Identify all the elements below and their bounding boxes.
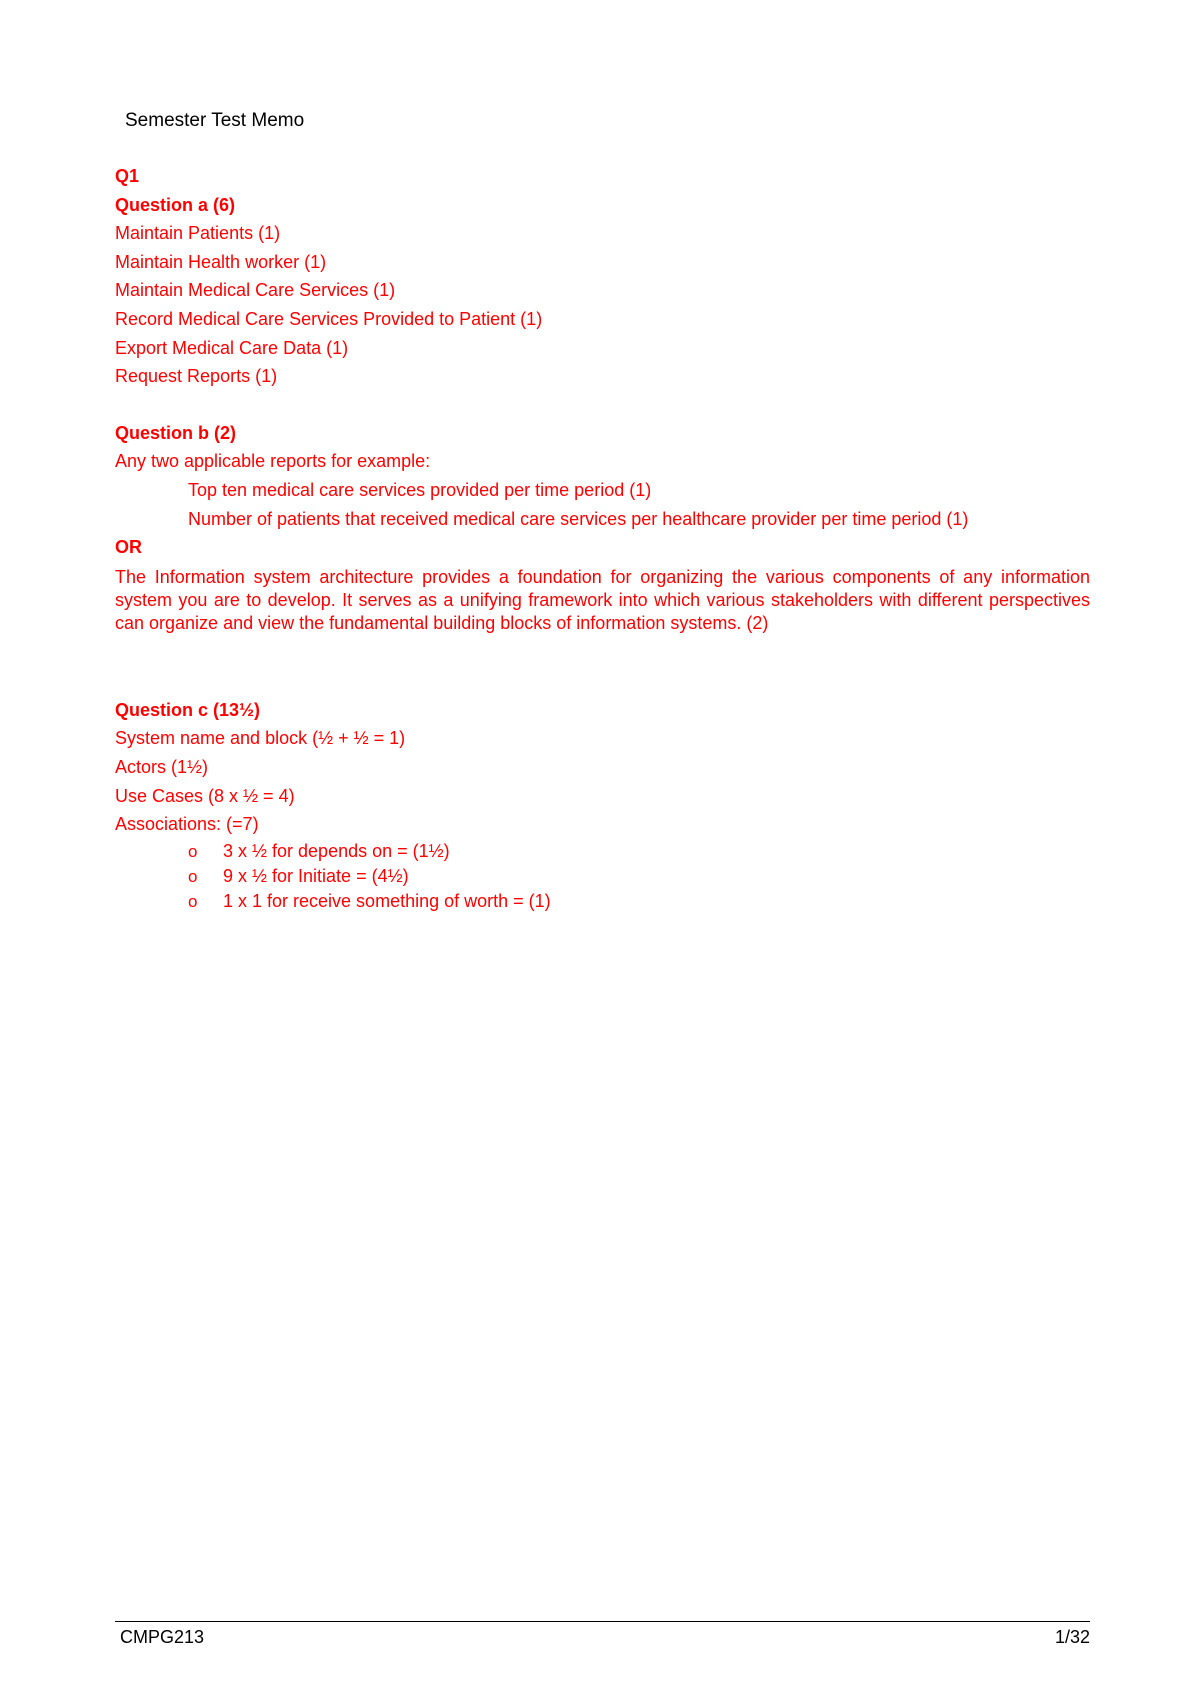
question-a-item: Request Reports (1) [115,366,278,387]
question-a-item: Maintain Patients (1) [115,223,281,244]
question-c-item: System name and block (½ + ½ = 1) [115,728,406,749]
associations-sub-list [115,839,1090,914]
associations-sub-item-text: 1 x 1 for receive something of worth = (1) [223,890,551,911]
document-title: Semester Test Memo [125,110,305,131]
question-b-heading: Question b (2) [115,422,236,443]
question-a-item: Maintain Medical Care Services (1) [115,280,396,301]
question-a-item: Maintain Health worker (1) [115,251,327,272]
footer-divider [115,1621,1090,1622]
bullet-icon: o [188,841,198,861]
spacer [115,635,1090,696]
associations-sub-item [115,839,1090,864]
question-a-item: Record Medical Care Services Provided to Patient (1) [115,308,543,329]
question-b-intro: Any two applicable reports for example: [115,451,431,472]
footer-course-code: CMPG213 [120,1627,205,1647]
spacer [115,391,1090,419]
bullet-icon: o [188,866,198,886]
question-b-or-label: OR [115,537,142,558]
question-a-item: Export Medical Care Data (1) [115,337,349,358]
associations-sub-item [115,864,1090,889]
question-c-item: Use Cases (8 x ½ = 4) [115,785,295,806]
question-b-example: Top ten medical care services provided per time period (1) [188,479,652,500]
question-c-item: Associations: (=7) [115,814,259,835]
bullet-icon: o [188,891,198,911]
question-c-item: Actors (1½) [115,756,209,777]
memo-content [115,162,1090,914]
question-b-example: Number of patients that received medical care services per healthcare provider per time period (1) [188,508,969,529]
question-1-heading: Q1 [115,166,140,186]
footer-page-number: 1/32 [1054,1627,1090,1647]
question-a-heading: Question a (6) [115,194,236,215]
question-c-heading: Question c (13½) [115,699,261,720]
associations-sub-item-text: 3 x ½ for depends on = (1½) [223,840,450,861]
associations-sub-item [115,889,1090,914]
associations-sub-item-text: 9 x ½ for Initiate = (4½) [223,865,409,886]
question-b-paragraph: The Information system architecture provides a foundation for organizing the various components of any information system you are to develop. It serves as a unifying framework into which various stakeholders with different perspectives can organize and view the fundamental building blocks of information systems. (2) [115,566,1090,633]
